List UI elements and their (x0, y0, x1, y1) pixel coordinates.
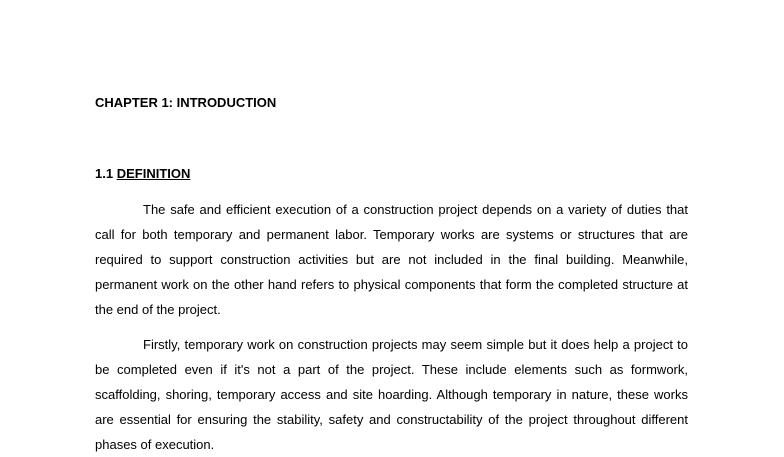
chapter-title: CHAPTER 1: INTRODUCTION (95, 95, 277, 110)
section-heading (95, 166, 190, 182)
paragraph-temporary-work: Firstly, temporary work on construction projects may seem simple but it does help a project to be completed even if it's not a part of the project. These include elements such as formwork, scaffolding, shoring, temporary access and site hoarding. Although temporary in nature, these works are essential for ensuring the stability, safety and constructability of the project throughout different phases of execution. (95, 337, 688, 452)
document-page (95, 0, 688, 452)
section-number: 1.1 (95, 166, 114, 181)
paragraph-definition: The safe and efficient execution of a construction project depends on a variety of duties that call for both temporary and permanent labor. Temporary works are systems or structures that are required to support construction activities but are not included in the final building. Meanwhile, permanent work on the other hand refers to physical components that form the completed structure at the end of the project. (95, 202, 688, 317)
section-title: DEFINITION (116, 166, 191, 181)
